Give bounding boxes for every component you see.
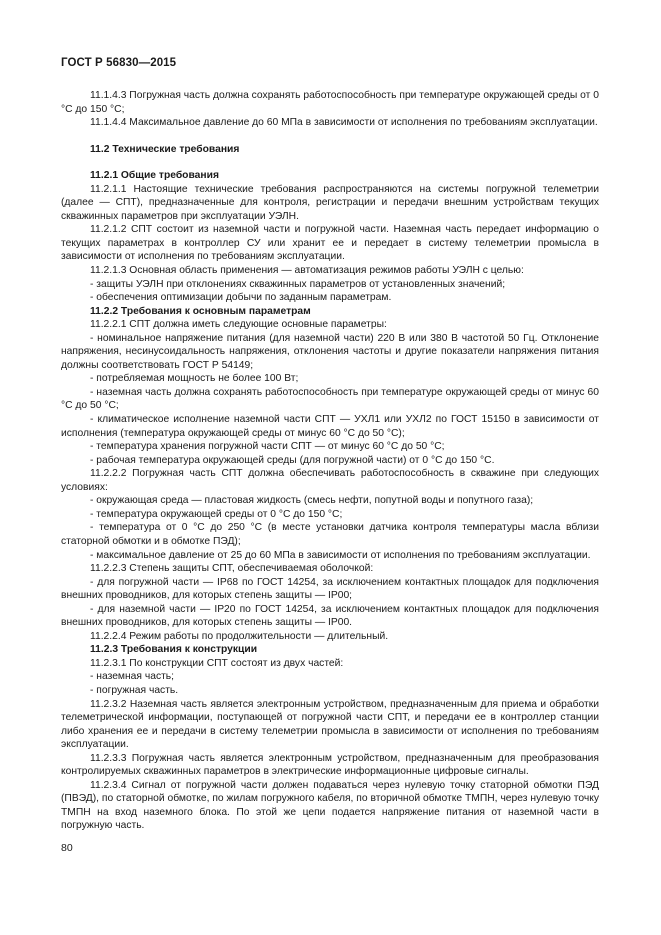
list-item: - окружающая среда — пластовая жидкость (смесь нефти, попутной воды и попутного газа); — [90, 495, 534, 507]
standard-designation: ГОСТ Р 56830—2015 — [61, 57, 177, 69]
subsection-heading-11-2-2: 11.2.2 Требования к основным параметрам — [90, 305, 311, 317]
page-number: 80 — [61, 842, 73, 854]
list-item: - температура хранения погружной части СПТ — от минус 60 °С до 50 °С; — [90, 441, 445, 453]
list-item: - для наземной части — IP20 по ГОСТ 14254, за исключением контактных площадок для подключения внешних проводников, для которых степень защиты — IP00. — [61, 603, 599, 629]
list-item: - погружная часть. — [90, 684, 179, 696]
paragraph-11-2-2-4: 11.2.2.4 Режим работы по продолжительности — длительный. — [90, 630, 389, 642]
paragraph-11-1-4-3: 11.1.4.3 Погружная часть должна сохранять работоспособность при температуре окружающей среды от 0 °С до 150 °С; — [61, 90, 599, 115]
paragraph-11-2-1-1: 11.2.1.1 Настоящие технические требования распространяются на системы погружной телеметрии (далее — СПТ), предназначенные для контроля, регистрации и передачи внешним устройствам текущих скважинных параметров при эксплуатации УЭЛН. — [61, 183, 599, 222]
list-item: - температура от 0 °С до 250 °С (в месте установки датчика контроля температуры масла вблизи статорной обмотки и в обмотке ПЭД); — [61, 522, 599, 547]
list-item: - для погружной части — IP68 по ГОСТ 14254, за исключением контактных площадок для подключения внешних проводников, для которых степень защиты — IP00; — [61, 576, 599, 602]
list-item: - потребляемая мощность не более 100 Вт; — [90, 373, 299, 385]
document-body — [61, 89, 599, 833]
subsection-heading-11-2-1: 11.2.1 Общие требования — [90, 170, 219, 182]
list-item: - максимальное давление от 25 до 60 МПа в зависимости от исполнения по требованиям эксплуатации. — [90, 549, 591, 561]
list-item: - наземная часть; — [90, 671, 175, 683]
list-item: - рабочая температура окружающей среды (для погружной части) от 0 °С до 150 °С. — [90, 454, 495, 466]
list-item: - защиты УЭЛН при отклонениях скважинных параметров от установленных значений; — [90, 278, 506, 290]
list-item: - климатическое исполнение наземной части СПТ — УХЛ1 или УХЛ2 по ГОСТ 15150 в зависимости от исполнения (температура окружающей среды от минус 60 °С до 50 °С); — [61, 414, 599, 439]
paragraph-11-2-2-3: 11.2.2.3 Степень защиты СПТ, обеспечиваемая оболочкой: — [90, 563, 374, 575]
paragraph-11-2-1-3: 11.2.1.3 Основная область применения — автоматизация режимов работы УЭЛН с целью: — [90, 265, 524, 277]
paragraph-11-2-1-2: 11.2.1.2 СПТ состоит из наземной части и погружной части. Наземная часть передает информацию о текущих параметрах в контроллер СУ или хранит ее и передает в систему телеметрии промысла в зависимости от исполнения по требованиям эксплуатации. — [61, 224, 599, 263]
paragraph-11-2-3-1: 11.2.3.1 По конструкции СПТ состоят из двух частей: — [90, 657, 344, 669]
list-item: - обеспечения оптимизации добычи по заданным параметрам. — [90, 292, 392, 304]
paragraph-11-1-4-4: 11.1.4.4 Максимальное давление до 60 МПа в зависимости от исполнения по требованиям эксплуатации. — [90, 117, 598, 129]
subsection-heading-11-2-3: 11.2.3 Требования к конструкции — [90, 644, 258, 656]
paragraph-11-2-2-1: 11.2.2.1 СПТ должна иметь следующие основные параметры: — [90, 319, 387, 331]
section-heading-11-2: 11.2 Технические требования — [90, 143, 240, 155]
spacer — [61, 156, 599, 169]
list-item: - температура окружающей среды от 0 °С до 150 °С; — [90, 508, 343, 520]
paragraph-11-2-3-2: 11.2.3.2 Наземная часть является электронным устройством, предназначенным для приема и обработки телеметрической информации, поступающей от погружной части СПТ, и передачи ее в контроллер станции либо хранения ее и передачи в систему телеметрии промысла в зависимости от исполнения по требованиям эксплуатации. — [61, 698, 599, 751]
paragraph-11-2-2-2: 11.2.2.2 Погружная часть СПТ должна обеспечивать работоспособность в скважине при следующих условиях: — [61, 468, 599, 493]
list-item: - наземная часть должна сохранять работоспособность при температуре окружающей среды от минус 60 °С до 50 °С; — [61, 386, 599, 412]
list-item: - номинальное напряжение питания (для наземной части) 220 В или 380 В частотой 50 Гц. Отклонение напряжения, несинусоидальность напряжения, отклонения частоты и другие показатели напряжения питания должны соответствовать ГОСТ Р 54149; — [61, 332, 599, 371]
paragraph-11-2-3-4: 11.2.3.4 Сигнал от погружной части должен подаваться через нулевую точку статорной обмотки ПЭД (ПВЭД), по статорной обмотке, по жилам погружного кабеля, по вторичной обмотке ТМПН, через нулевую точку ТМПН на вход наземного блока. По этой же цепи подается напряжение питания от наземной части в погружную часть. — [61, 779, 599, 832]
paragraph-11-2-3-3: 11.2.3.3 Погружная часть является электронным устройством, предназначенным для преобразования контролируемых скважинных параметров в электрические информационные цифровые сигналы. — [61, 752, 599, 778]
spacer — [61, 130, 599, 143]
